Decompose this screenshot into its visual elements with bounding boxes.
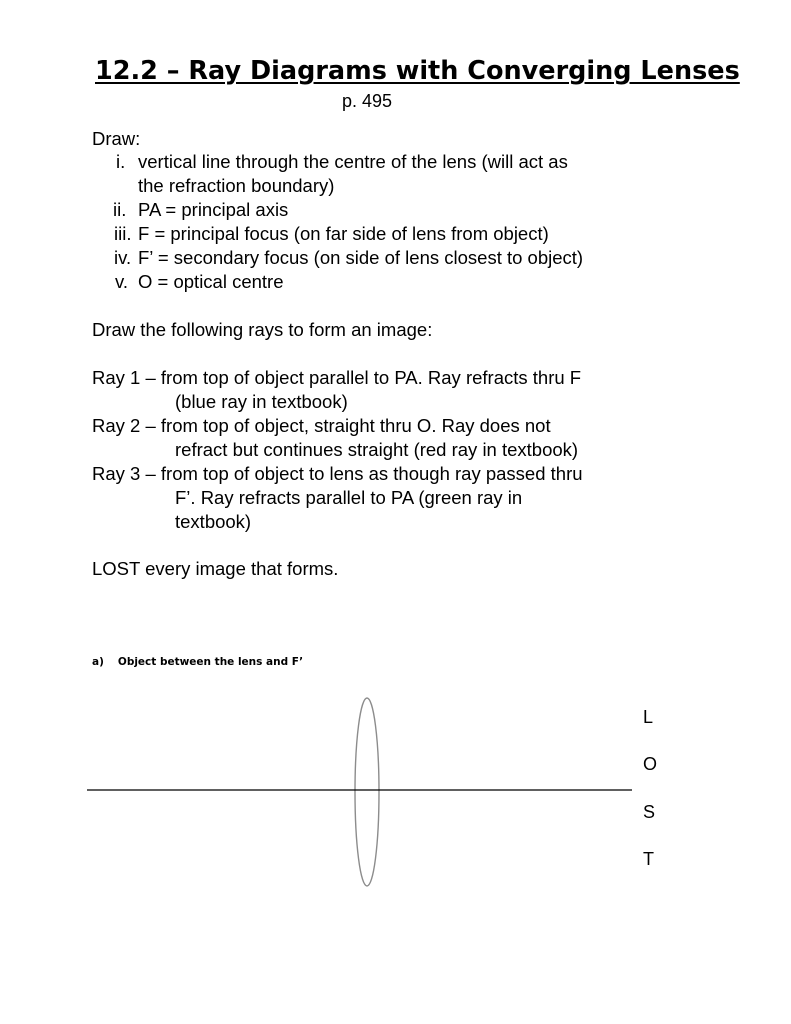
ray-text: Ray 1 – from top of object parallel to PA. Ray refracts thru F	[92, 367, 582, 388]
lost-letter-s: S	[643, 802, 656, 822]
draw-item-text: F = principal focus (on far side of lens from object)	[138, 223, 549, 244]
ray-text: Ray 2 – from top of object, straight thru O. Ray does not	[92, 415, 551, 436]
draw-item-number: iv.	[114, 247, 132, 268]
draw-item-text: O = optical centre	[138, 271, 284, 292]
draw-item-text: vertical line through the centre of the lens (will act as	[138, 151, 568, 172]
lost-letter-t: T	[643, 849, 654, 869]
draw-item-text: PA = principal axis	[138, 199, 289, 220]
lost-letter-o: O	[643, 754, 658, 774]
lost-instruction: LOST every image that forms.	[92, 558, 339, 579]
ray-text: textbook)	[175, 511, 252, 532]
draw-item-number: ii.	[113, 199, 127, 220]
lost-letter-l: L	[643, 707, 654, 727]
page-reference: p. 495	[342, 91, 393, 111]
draw-item-number: iii.	[114, 223, 132, 244]
ray-text: F’. Ray refracts parallel to PA (green ray in	[175, 487, 523, 508]
part-a-label: a)	[92, 656, 104, 668]
draw-heading: Draw:	[92, 128, 141, 149]
rays-heading: Draw the following rays to form an image:	[92, 319, 433, 340]
ray-text: (blue ray in textbook)	[175, 391, 348, 412]
ray-text: refract but continues straight (red ray in textbook)	[175, 439, 579, 460]
page-title: 12.2 – Ray Diagrams with Converging Lenses	[95, 56, 740, 86]
draw-item-number: i.	[116, 151, 126, 172]
draw-item-text: F’ = secondary focus (on side of lens closest to object)	[138, 247, 584, 268]
part-a-text: Object between the lens and F’	[117, 656, 304, 668]
draw-item-text: the refraction boundary)	[138, 175, 335, 196]
ray-text: Ray 3 – from top of object to lens as though ray passed thru	[92, 463, 583, 484]
converging-lens	[355, 698, 379, 886]
draw-item-number: v.	[115, 271, 129, 292]
